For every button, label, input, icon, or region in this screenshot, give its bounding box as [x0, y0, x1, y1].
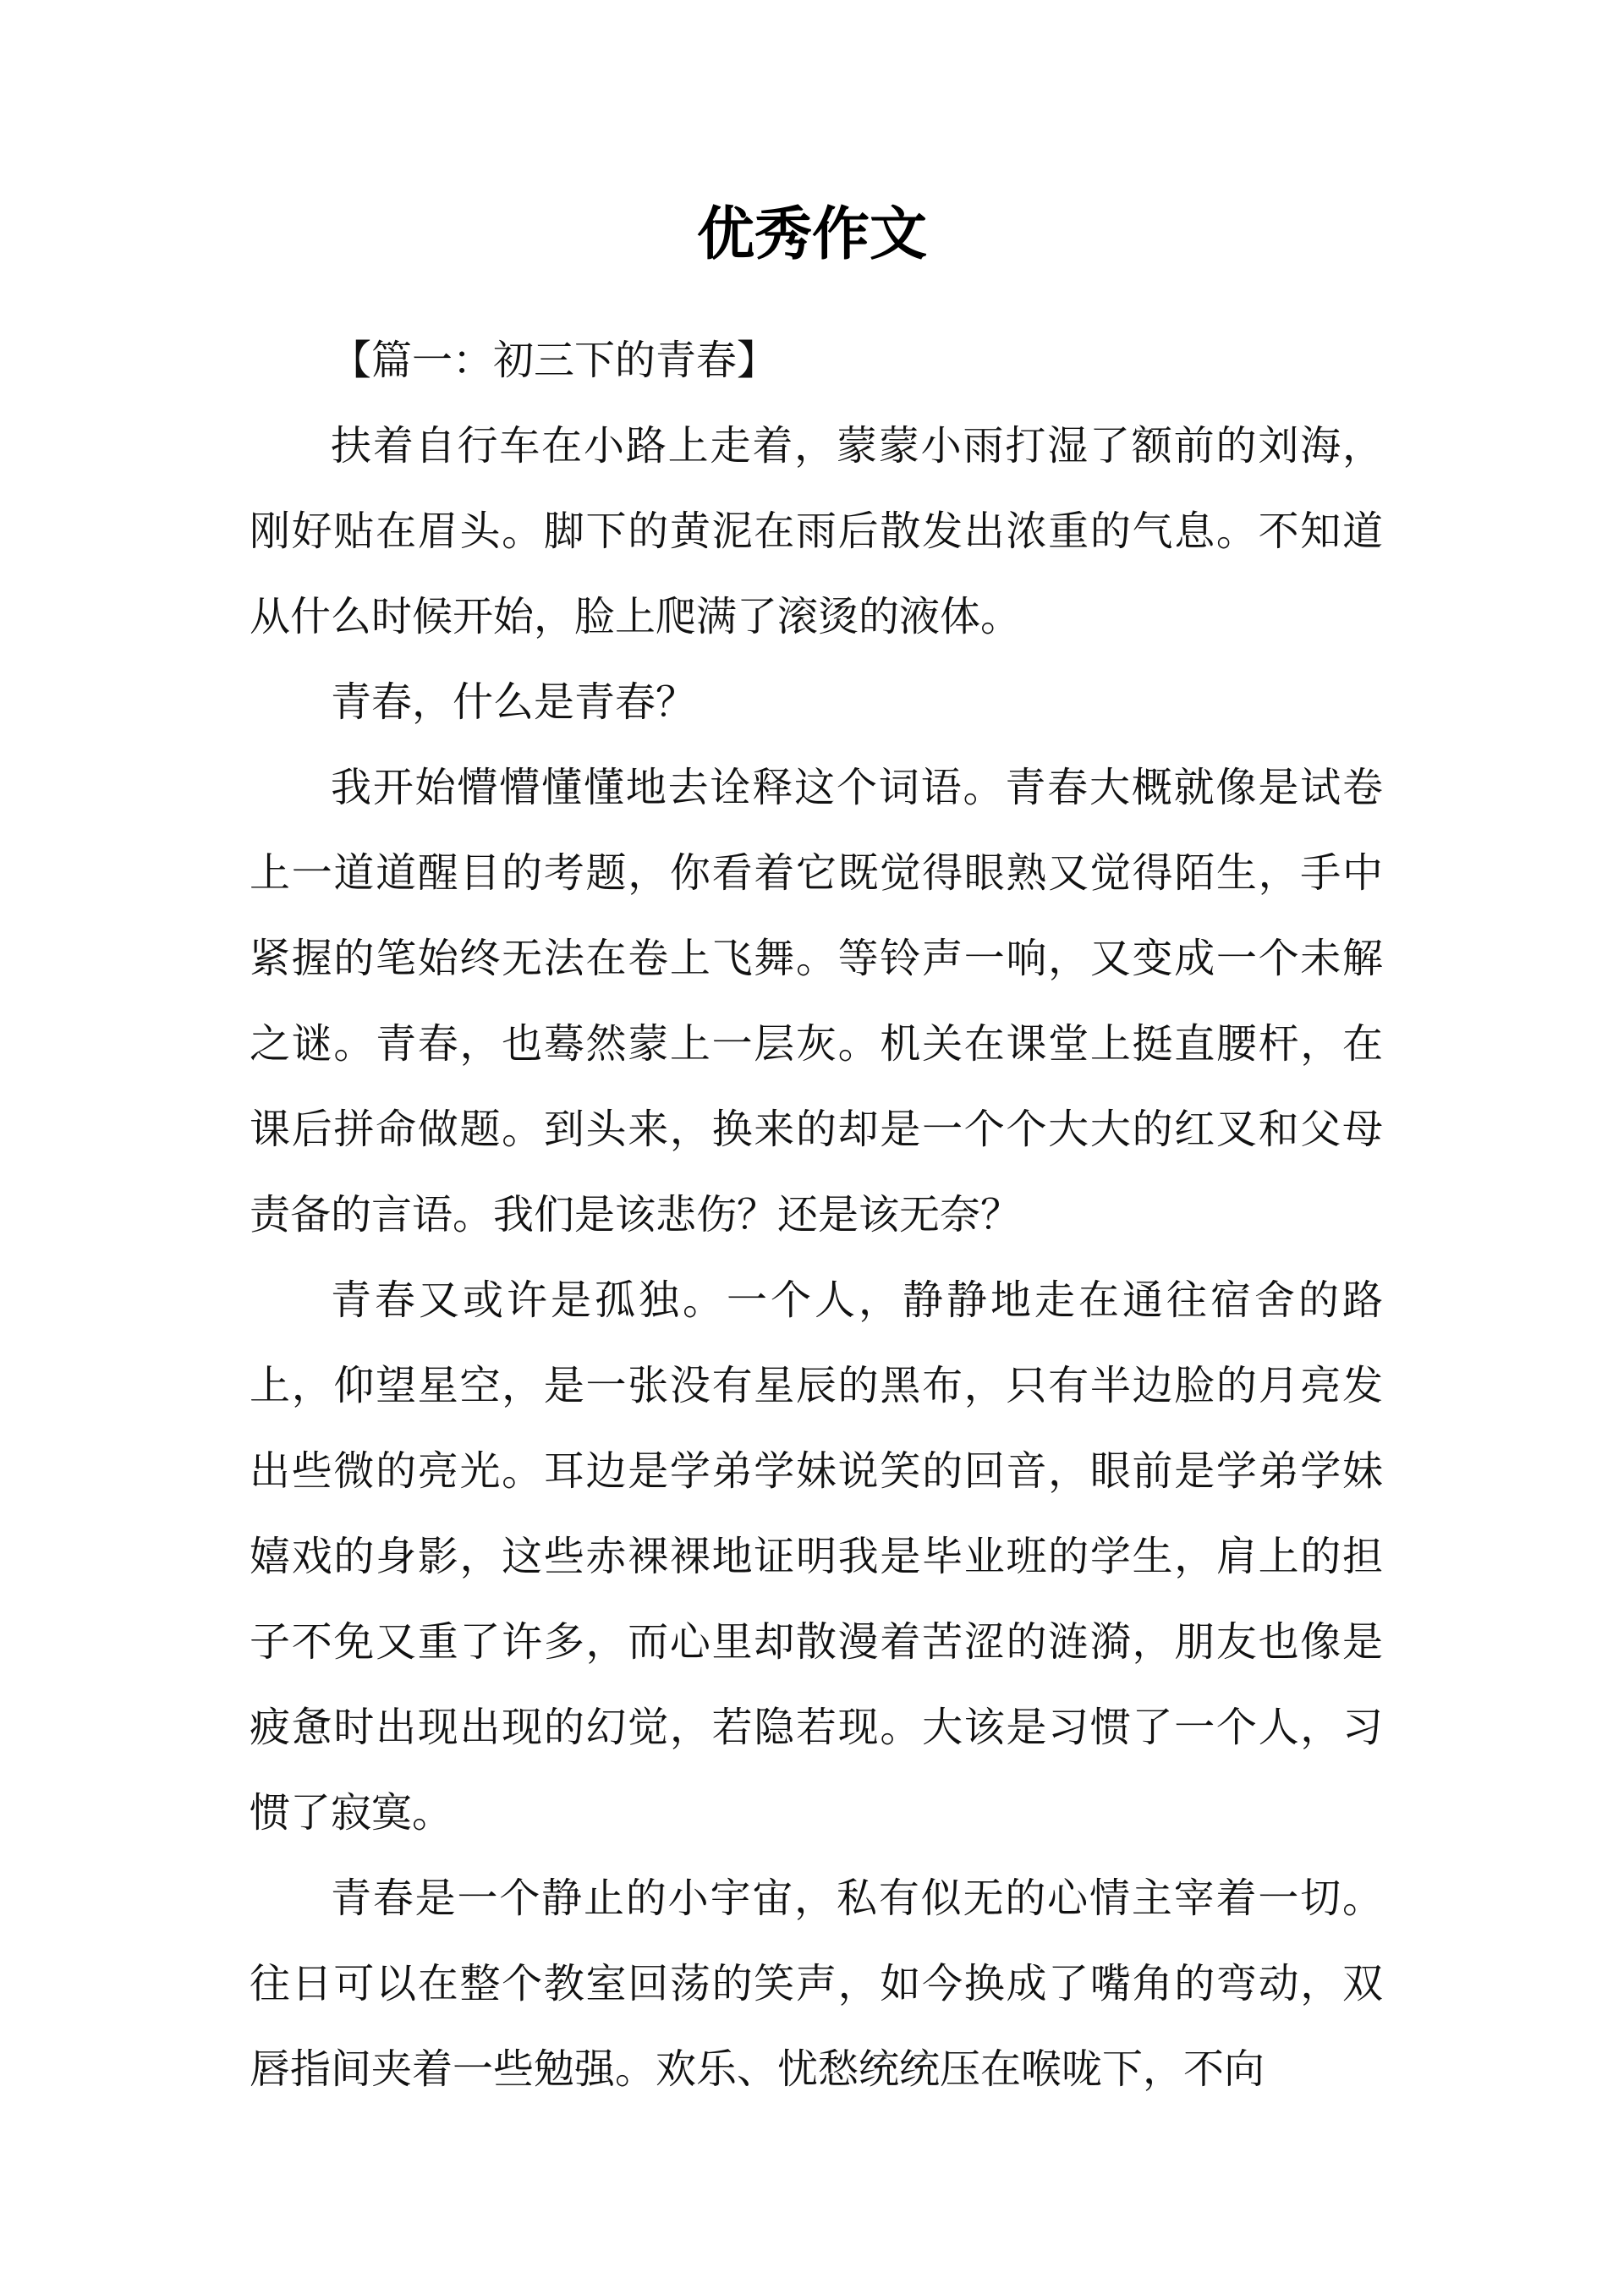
paragraph-5: 青春是一个静止的小宇宙，私有似无的心情主宰着一切。往日可以在整个教室回荡的笑声，如今换成了嘴角的弯动，双唇指间夹着一些勉强。欢乐、忧愁统统压在喉咙下，不向 [250, 1875, 1383, 2093]
section-heading: 【篇一：初三下的青春】 [331, 337, 778, 384]
document-title: 优秀作文 [696, 201, 927, 268]
paragraph-3: 我开始懵懵懂懂地去诠释这个词语。青春大概就像是试卷上一道道醒目的考题，你看着它既觉得眼熟又觉得陌生，手中紧握的笔始终无法在卷上飞舞。等铃声一响，又变成一个未解之谜。青春，也蓦然蒙上一层灰。机关在课堂上挺直腰杆，在课后拼命做题。到头来，换来的却是一个个大大的红叉和父母责备的言语。我们是该悲伤？还是该无奈？ [250, 764, 1383, 1238]
essay-body [250, 318, 1383, 2112]
paragraph-1: 扶着自行车在小路上走着，蒙蒙小雨打湿了额前的刘海，刚好贴在眉头。脚下的黄泥在雨后散发出浓重的气息。不知道从什么时候开始，脸上爬满了滚烫的液体。 [250, 422, 1383, 640]
paragraph-4: 青春又或许是孤独。一个人，静静地走在通往宿舍的路上，仰望星空，是一张没有星辰的黑布，只有半边脸的月亮发出些微的亮光。耳边是学弟学妹说笑的回音，眼前是学弟学妹嬉戏的身影，这些赤裸裸地证明我是毕业班的学生，肩上的担子不免又重了许多，而心里却散漫着苦涩的涟漪，朋友也像是疲惫时出现出现的幻觉，若隐若现。大该是习惯了一个人，习惯了寂寞。 [250, 1277, 1383, 1837]
paragraph-2: 青春，什么是青春？ [331, 678, 697, 726]
